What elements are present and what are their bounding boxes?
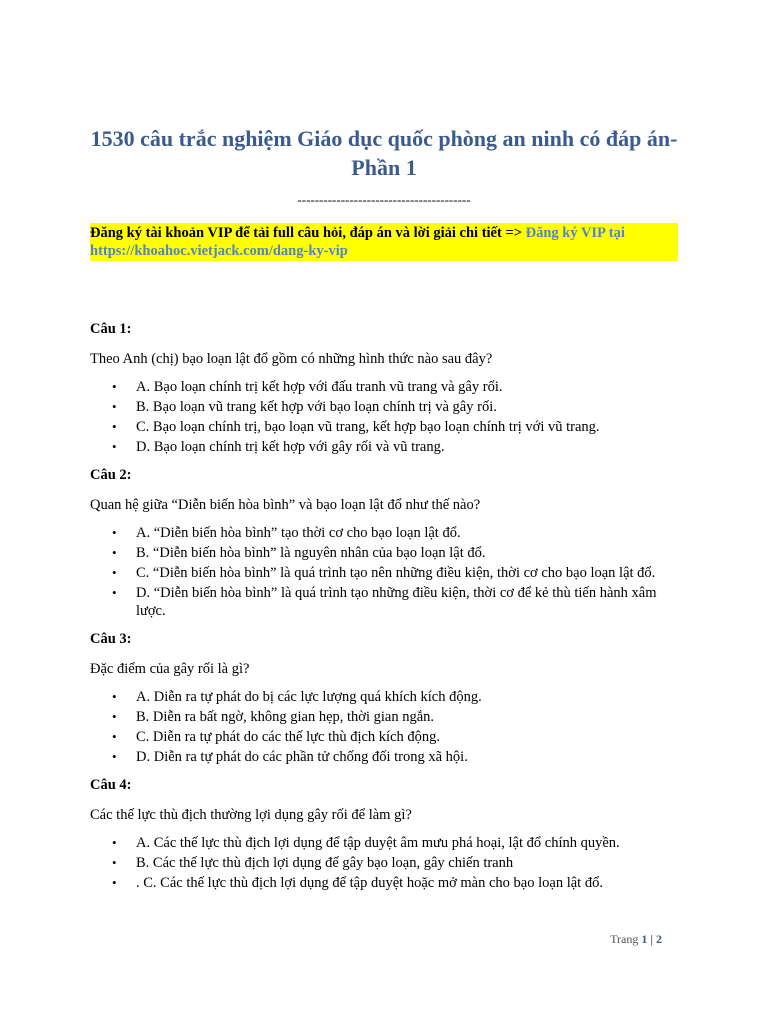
option-item <box>90 854 680 872</box>
option-text: B. Các thế lực thù địch lợi dụng để gây bạo loạn, gây chiến tranh <box>136 855 514 871</box>
bullet-icon: • <box>112 525 117 540</box>
bullet-icon: • <box>112 749 117 764</box>
question-label: Câu 2: <box>90 467 132 483</box>
option-item <box>90 874 680 892</box>
option-item <box>90 748 680 766</box>
option-text: C. “Diễn biến hòa bình” là quá trình tạo nên những điều kiện, thời cơ cho bạo loạn lật đổ. <box>136 565 656 581</box>
option-text: B. “Diễn biến hòa bình” là nguyên nhân của bạo loạn lật đổ. <box>136 545 486 561</box>
option-text: A. “Diễn biến hòa bình” tạo thời cơ cho bạo loạn lật đổ. <box>136 525 461 541</box>
option-item <box>90 378 680 396</box>
page-prefix: Trang <box>610 932 642 946</box>
question-text: Quan hệ giữa “Diễn biến hòa bình” và bạo loạn lật đổ như thế nào? <box>90 497 481 513</box>
question-text: Theo Anh (chị) bạo loạn lật đổ gồm có những hình thức nào sau đây? <box>90 351 493 367</box>
option-list <box>90 378 680 456</box>
option-item <box>90 418 680 436</box>
bullet-icon: • <box>112 379 117 394</box>
vip-link[interactable]: Đăng ký VIP tại https://khoahoc.vietjack.com/dang-ky-vip <box>90 225 625 259</box>
bullet-icon: • <box>112 399 117 414</box>
bullet-icon: • <box>112 875 117 890</box>
question-block <box>90 466 680 620</box>
question-label: Câu 1: <box>90 321 132 337</box>
question-label: Câu 4: <box>90 777 132 793</box>
option-item <box>90 544 680 562</box>
option-item <box>90 398 680 416</box>
document-title: 1530 câu trắc nghiệm Giáo dục quốc phòng an ninh có đáp án- Phần 1 <box>90 126 678 180</box>
option-item <box>90 708 680 726</box>
option-text: A. Diễn ra tự phát do bị các lực lượng quá khích kích động. <box>136 689 482 705</box>
question-block <box>90 320 680 456</box>
bullet-icon: • <box>112 689 117 704</box>
bullet-icon: • <box>112 545 117 560</box>
option-text: B. Bạo loạn vũ trang kết hợp với bạo loạn chính trị và gây rối. <box>136 399 497 415</box>
question-label: Câu 3: <box>90 631 132 647</box>
bullet-icon: • <box>112 419 117 434</box>
option-item <box>90 728 680 746</box>
option-list <box>90 688 680 766</box>
bullet-icon: • <box>112 565 117 580</box>
option-text: A. Bạo loạn chính trị kết hợp với đấu tranh vũ trang và gây rối. <box>136 379 503 395</box>
bullet-icon: • <box>112 835 117 850</box>
question-text: Đặc điểm của gây rối là gì? <box>90 661 250 677</box>
option-text: C. Diễn ra tự phát do các thế lực thù địch kích động. <box>136 729 441 745</box>
option-text: D. Bạo loạn chính trị kết hợp với gây rối và vũ trang. <box>136 439 445 455</box>
option-text: C. Bạo loạn chính trị, bạo loạn vũ trang, kết hợp bạo loạn chính trị với vũ trang. <box>136 419 600 435</box>
question-list <box>90 320 680 902</box>
option-text: D. “Diễn biến hòa bình” là quá trình tạo những điều kiện, thời cơ để kẻ thù tiến hành xâm lược. <box>136 585 657 619</box>
bullet-icon: • <box>112 439 117 454</box>
page-number: 1 <box>641 932 648 946</box>
bullet-icon: • <box>112 729 117 744</box>
question-block <box>90 776 680 892</box>
question-text: Các thế lực thù địch thường lợi dụng gây rối để làm gì? <box>90 807 412 823</box>
option-text: B. Diễn ra bất ngờ, không gian hẹp, thời gian ngắn. <box>136 709 435 725</box>
option-item <box>90 564 680 582</box>
option-text: A. Các thế lực thù địch lợi dụng để tập duyệt âm mưu phá hoại, lật đổ chính quyền. <box>136 835 620 851</box>
option-item <box>90 584 680 620</box>
option-item <box>90 688 680 706</box>
option-text: D. Diễn ra tự phát do các phần tử chống đối trong xã hội. <box>136 749 468 765</box>
option-list <box>90 524 680 620</box>
vip-text: Đăng ký tài khoản VIP để tải full câu hỏi, đáp án và lời giải chi tiết => <box>90 225 526 241</box>
option-item <box>90 438 680 456</box>
option-item <box>90 524 680 542</box>
option-list <box>90 834 680 892</box>
divider-line: ---------------------------------------- <box>297 192 471 207</box>
page-footer <box>610 932 662 947</box>
page-total: 2 <box>656 932 662 946</box>
vip-banner <box>90 223 678 261</box>
option-text: . C. Các thế lực thù địch lợi dụng để tập duyệt hoặc mở màn cho bạo loạn lật đổ. <box>136 875 603 891</box>
bullet-icon: • <box>112 709 117 724</box>
page-separator: | <box>647 932 656 946</box>
question-block <box>90 630 680 766</box>
option-item <box>90 834 680 852</box>
bullet-icon: • <box>112 855 117 870</box>
bullet-icon: • <box>112 585 117 600</box>
